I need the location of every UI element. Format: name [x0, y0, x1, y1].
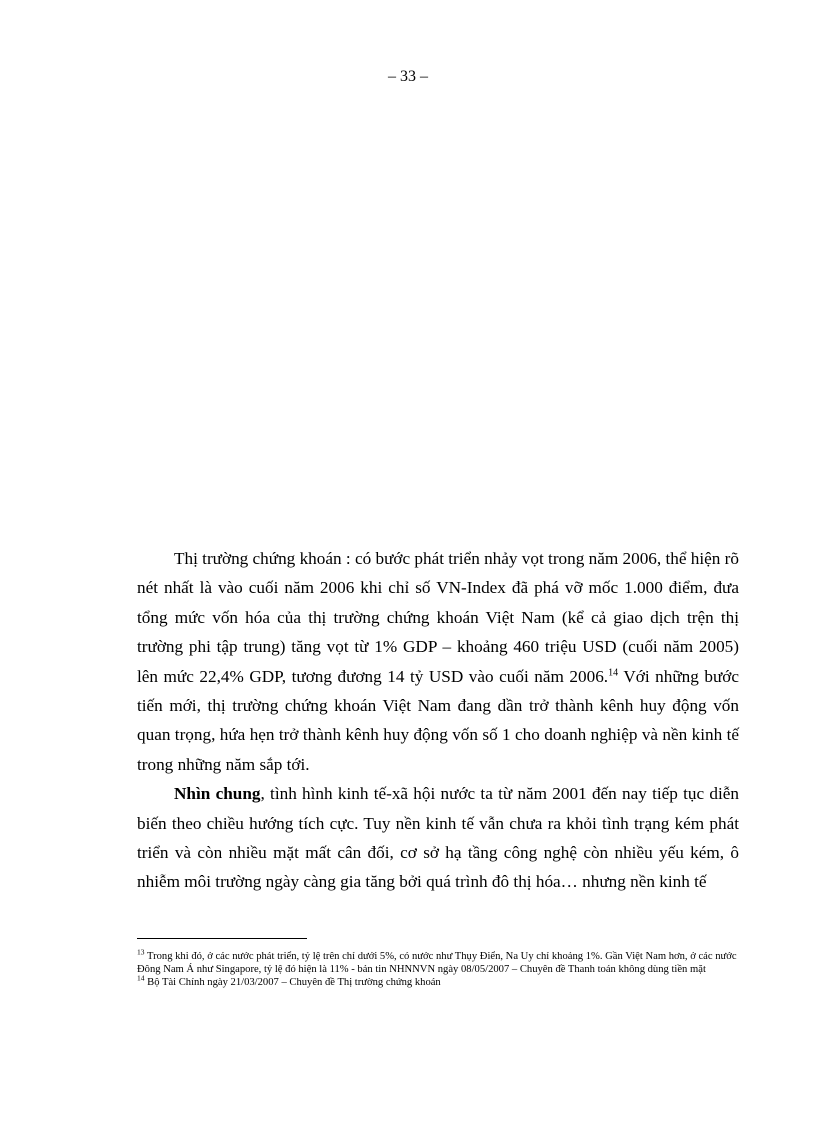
paragraph-stock-market: [137, 544, 739, 779]
footnote-14-number: 14: [137, 973, 145, 983]
paragraph-overview-text: , tình hình kinh tế-xã hội nước ta từ năm 2001 đến nay tiếp tục diễn biến theo chiều hướng tích cực. Tuy nền kinh tế vẫn chưa ra khỏi tình trạng kém phát triển và còn nhiều mặt mất cân đối, cơ sở hạ tầng công nghệ còn nhiều yếu kém, ô nhiễm môi trường ngày càng gia tăng bởi quá trình đô thị hóa… nhưng nền kinh tế: [137, 784, 739, 892]
body-text: [137, 544, 739, 897]
footnote-divider: [137, 938, 307, 939]
paragraph-overview-bold-lead: Nhìn chung: [174, 784, 261, 804]
paragraph-stock-market-text: Thị trường chứng khoán : có bước phát triển nhảy vọt trong năm 2006, thể hiện rõ nét nhất là vào cuối năm 2006 khi chỉ số VN-Index đã phá vỡ mốc 1.000 điểm, đưa tổng mức vốn hóa của thị trường chứng khoán Việt Nam (kể cả giao dịch trện thị trường phi tập trung) tăng vọt từ 1% GDP – khoảng 460 triệu USD (cuối năm 2005) lên mức 22,4% GDP, tương đương 14 tỷ USD vào cuối năm 2006.: [137, 549, 739, 686]
footnote-ref-14: 14: [608, 666, 619, 678]
footnote-13-text: Trong khi đó, ở các nước phát triển, tỷ lệ trên chỉ dưới 5%, có nước như Thụy Điển, Na Uy chỉ khoảng 1%. Gần Việt Nam hơn, ở các nước Đông Nam Á như Singapore, tỷ lệ đó hiện là 11% - bản tin NHNNVN ngày 08/05/2007 – Chuyên đề Thanh toán không dùng tiền mặt: [137, 951, 737, 975]
footnote-13: [137, 947, 739, 976]
footnotes: [137, 947, 739, 989]
footnote-14: [137, 973, 739, 989]
page-number: – 33 –: [388, 68, 428, 85]
paragraph-stock-market-text-after: Với những bước tiến mới, thị trường chứng khoán Việt Nam đang dần trở thành kênh huy động vốn quan trọng, hứa hẹn trở thành kênh huy động vốn số 1 cho doanh nghiệp và nền kinh tế trong những năm sắp tới.: [137, 666, 739, 774]
paragraph-overview: [137, 779, 739, 897]
footnote-13-number: 13: [137, 947, 145, 957]
footnote-14-text: Bộ Tài Chính ngày 21/03/2007 – Chuyên đề Thị trường chứng khoán: [147, 977, 441, 988]
